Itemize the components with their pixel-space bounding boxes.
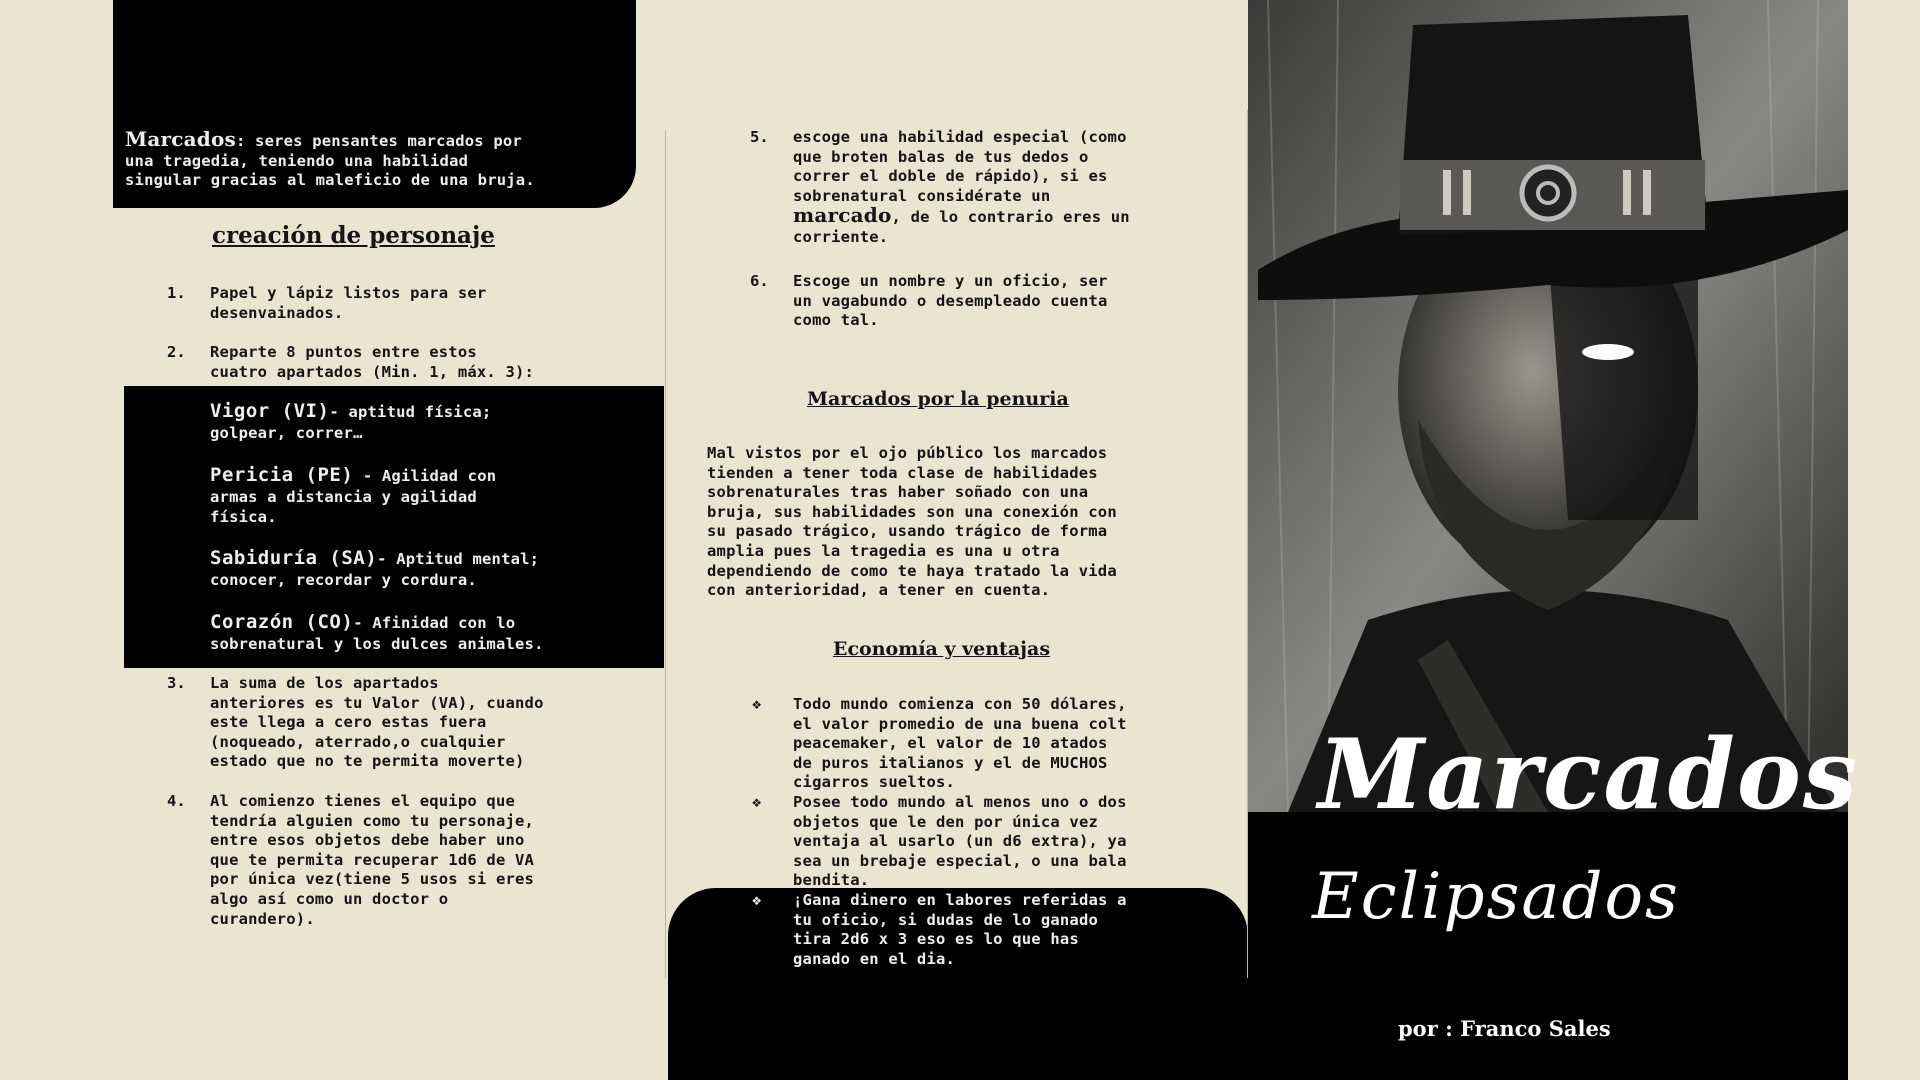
item5-post: , de lo contrario eres un corriente.: [793, 208, 1130, 246]
list-number: 4.: [167, 792, 186, 810]
stat-name: Vigor (VI): [210, 400, 330, 422]
list-number: 3.: [167, 674, 186, 692]
stat-desc: - Aptitud mental; conocer, recordar y cordura.: [210, 550, 540, 589]
intro-text: : seres pensantes marcados por una tragedia, teniendo una habilidad singular gracias al maleficio de una bruja.: [125, 132, 535, 190]
stat-desc: - aptitud física; golpear, correr…: [210, 403, 492, 442]
list-item-text: La suma de los apartados anteriores es tu Valor (VA), cuando este llega a cero estas fuera (noqueado, aterrado,o cualquier estado que no te permita moverte): [210, 674, 544, 771]
cover-author: por : Franco Sales: [1398, 1016, 1611, 1041]
cover-title-line2: Eclipsados: [1312, 860, 1680, 934]
list-item-text: Escoge un nombre y un oficio, ser un vagabundo o desempleado cuenta como tal.: [793, 272, 1108, 330]
stat-pericia: [210, 464, 660, 528]
list-item-text: [793, 128, 1130, 248]
bullet-text: Todo mundo comienza con 50 dólares, el valor promedio de una buena colt peacemaker, el valor de 10 atados de puros italianos y el de MUCHOS cigarros sueltos.: [793, 695, 1127, 792]
item5-pre: escoge una habilidad especial (como que broten balas de tus dedos o correr el doble de rápido), si es sobrenatural considérate un: [793, 128, 1127, 205]
section-title-economia: Economía y ventajas: [833, 638, 1051, 660]
bullet-text: ¡Gana dinero en labores referidas a tu oficio, si dudas de lo ganado tira 2d6 x 3 eso es lo que has ganado en el dia.: [793, 891, 1127, 968]
list-item-text: Papel y lápiz listos para ser desenvainados.: [210, 284, 487, 322]
stat-name: Sabiduría (SA): [210, 547, 378, 569]
section-title-creation: creación de personaje: [212, 222, 495, 249]
stat-desc: - Afinidad con lo sobrenatural y los dulces animales.: [210, 614, 544, 653]
stat-corazon: [210, 611, 660, 654]
stat-vigor: [210, 400, 660, 443]
list-number: 2.: [167, 343, 186, 361]
bullet-text: Posee todo mundo al menos uno o dos objetos que le den por única vez ventaja al usarlo (un d6 extra), ya sea un brebaje especial, o una bala bendita.: [793, 793, 1127, 890]
stat-name: Corazón (CO): [210, 611, 354, 633]
cowboy-illustration: [1248, 0, 1848, 812]
bullet-icon: ❖: [752, 891, 762, 909]
intro-term: Marcados: [125, 127, 236, 151]
intro-paragraph: [125, 127, 645, 191]
bullet-icon: ❖: [752, 793, 762, 811]
list-item-text: Al comienzo tienes el equipo que tendría alguien como tu personaje, entre esos objetos debe haber uno que te permita recuperar 1d6 de VA por única vez(tiene 5 usos si eres algo así como un doctor o curandero).: [210, 792, 535, 928]
list-item-text: Reparte 8 puntos entre estos cuatro apartados (Min. 1, máx. 3):: [210, 343, 535, 381]
stat-sabiduria: [210, 547, 660, 590]
item5-term: marcado: [793, 203, 892, 228]
stat-name: Pericia (PE): [210, 464, 354, 486]
cowboy-portrait-icon: [1248, 0, 1848, 812]
column-divider-left: [665, 130, 666, 978]
list-number: 5.: [750, 128, 769, 146]
penuria-paragraph: Mal vistos por el ojo público los marcados tienden a tener toda clase de habilidades sobrenaturales tras haber soñado con una bruja, sus habilidades son una conexión con su pasado trágico, usando trágico de forma amplia pues la tragedia es una u otra dependiendo de como te haya tratado la vida con anterioridad, a tener en cuenta.: [707, 444, 1117, 600]
stat-desc: - Agilidad con armas a distancia y agilidad física.: [210, 467, 497, 527]
cover-title-line1: Marcados: [1318, 718, 1859, 831]
section-title-penuria: Marcados por la penuria: [807, 388, 1069, 410]
bullet-icon: ❖: [752, 695, 762, 713]
list-number: 6.: [750, 272, 769, 290]
list-number: 1.: [167, 284, 186, 302]
